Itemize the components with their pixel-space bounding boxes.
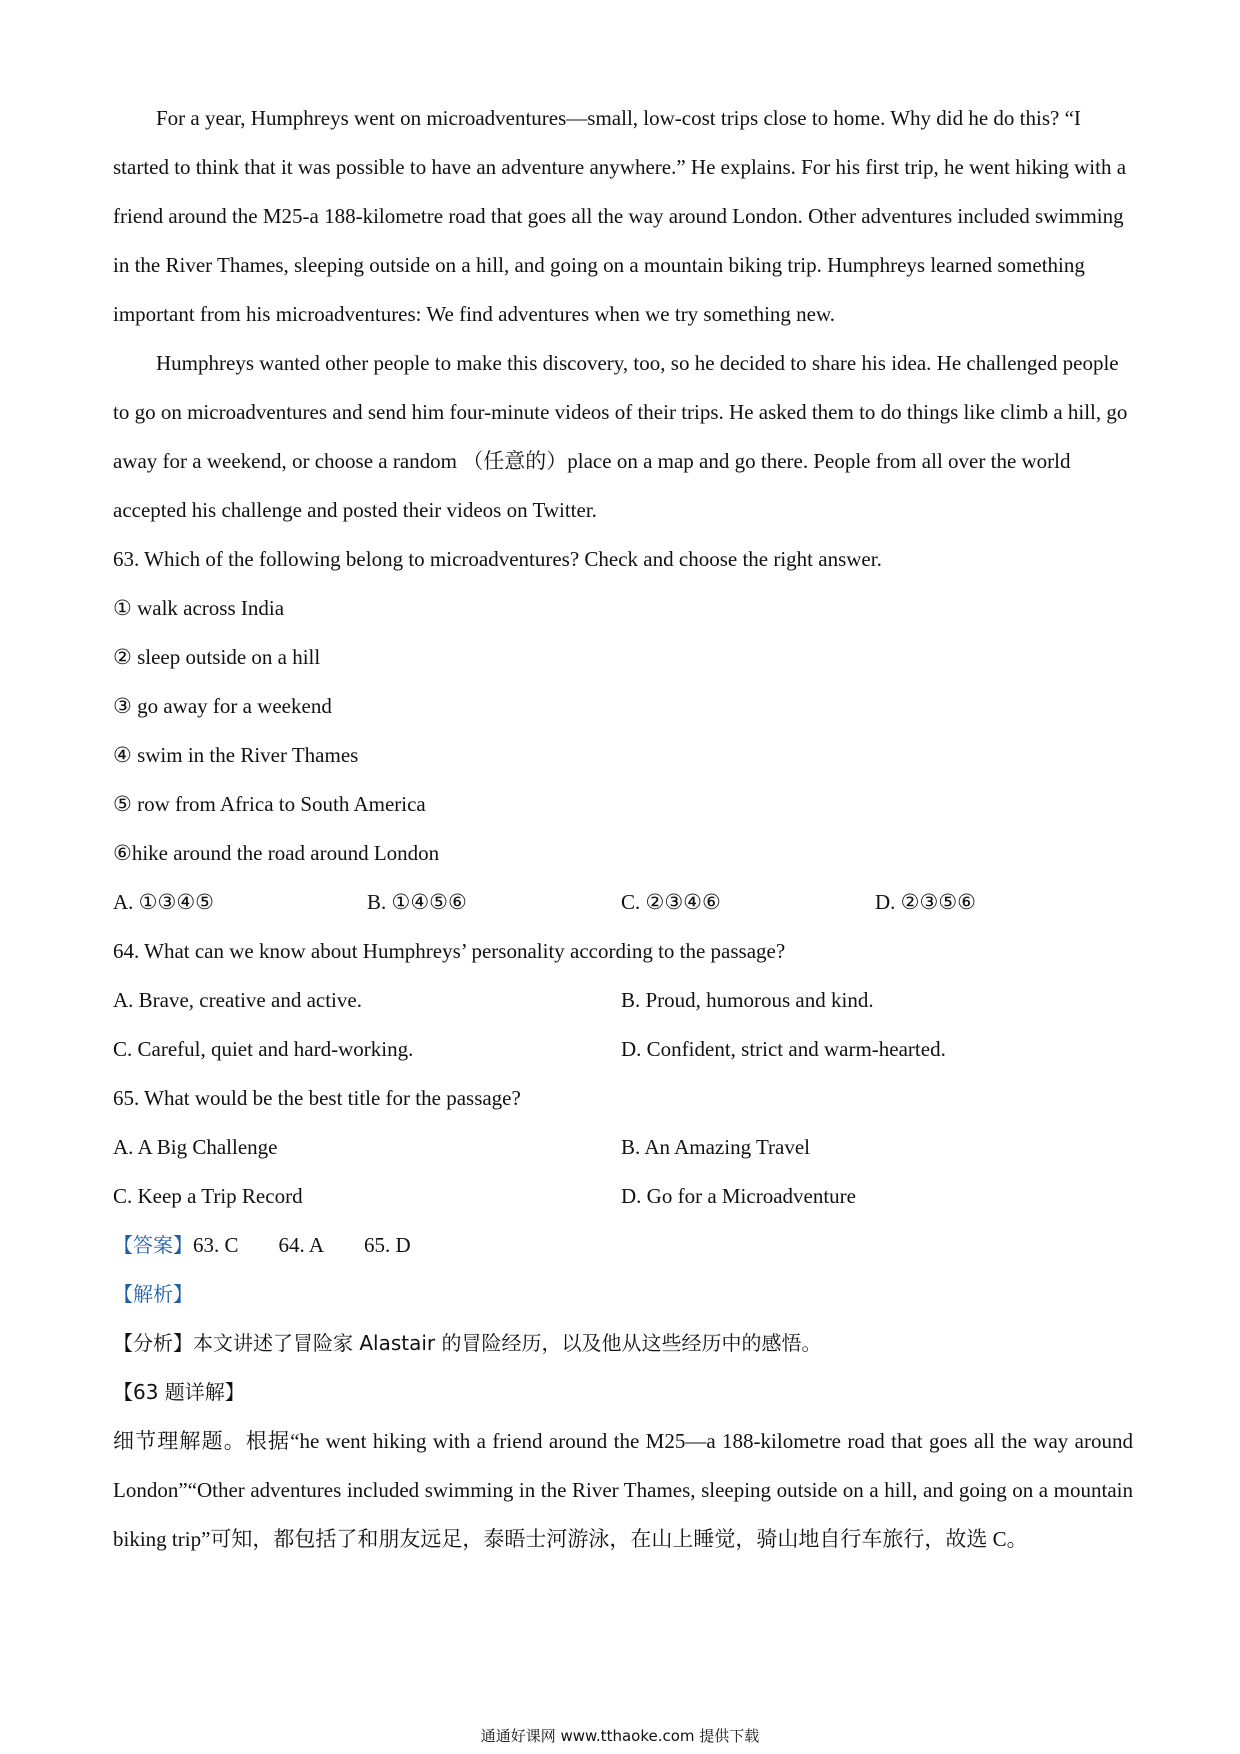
question-63-option-d: D. ②③⑤⑥ — [875, 890, 976, 914]
question-65-options-row-1 — [113, 1123, 1133, 1172]
question-65-option-d: D. Go for a Microadventure — [621, 1184, 856, 1208]
analysis-text: 本文讲述了冒险家 Alastair 的冒险经历，以及他从这些经历中的感悟。 — [193, 1331, 822, 1355]
question-63-item-4: ④ swim in the River Thames — [113, 743, 359, 767]
question-63-item-1: ① walk across India — [113, 596, 285, 620]
question-64-option-c: C. Careful, quiet and hard-working. — [113, 1037, 414, 1061]
question-63-item-3: ③ go away for a weekend — [113, 694, 332, 718]
answer-63: 63. C — [193, 1233, 239, 1257]
question-63-item-6: ⑥hike around the road around London — [113, 841, 440, 865]
question-63-options — [113, 878, 1133, 927]
question-63-item-2: ② sleep outside on a hill — [113, 645, 321, 669]
answer-64: 64. A — [278, 1233, 325, 1257]
question-63-option-a: A. ①③④⑤ — [113, 890, 214, 914]
q63-detail-label: 【63 题详解】 — [113, 1380, 245, 1404]
question-63-item-5: ⑤ row from Africa to South America — [113, 792, 426, 816]
q63-detail-text: 细节理解题。根据“he went hiking with a friend around the M25—a 188-kilometre road that goes all the way around London”“Other adventures included swimming in the River Thames, sleeping outside on a hill, and going on a mountain biking trip”可知，都包括了和朋友远足，泰晤士河游泳，在山上睡觉，骑山地自行车旅行，故选 C。 — [113, 1429, 1133, 1551]
question-64-options-row-2 — [113, 1025, 1133, 1074]
question-65-options-row-2 — [113, 1172, 1133, 1221]
question-65-option-a: A. A Big Challenge — [113, 1135, 278, 1159]
question-64-option-b: B. Proud, humorous and kind. — [621, 988, 874, 1012]
question-65-option-c: C. Keep a Trip Record — [113, 1184, 303, 1208]
answer-label: 【答案】 — [113, 1233, 193, 1257]
question-64-option-a: A. Brave, creative and active. — [113, 988, 362, 1012]
passage-paragraph-1: For a year, Humphreys went on microadventures—small, low-cost trips close to home. Why did he do this? “I started to think that it was possible to have an adventure anywhere.” He explains. For his first trip, he went hiking with a friend around the M25-a 188-kilometre road that goes all the way around London. Other adventures included swimming in the River Thames, sleeping outside on a hill, and going on a mountain biking trip. Humphreys learned something important from his microadventures: We find adventures when we try something new. — [113, 106, 1127, 326]
analysis-label: 【分析】 — [113, 1331, 193, 1355]
answer-65: 65. D — [364, 1233, 411, 1257]
page-content — [113, 94, 1133, 1564]
explanation-label: 【解析】 — [113, 1282, 193, 1306]
question-65-stem: 65. What would be the best title for the passage? — [113, 1086, 521, 1110]
question-64-options-row-1 — [113, 976, 1133, 1025]
question-65-option-b: B. An Amazing Travel — [621, 1135, 811, 1159]
analysis-line — [113, 1319, 1133, 1368]
question-63-stem: 63. Which of the following belong to microadventures? Check and choose the right answer. — [113, 547, 882, 571]
passage-paragraph-2: Humphreys wanted other people to make this discovery, too, so he decided to share his idea. He challenged people to go on microadventures and send him four-minute videos of their trips. He asked them to do things like climb a hill, go away for a weekend, or choose a random （任意的）place on a map and go there. People from all over the world accepted his challenge and posted their videos on Twitter. — [113, 351, 1128, 522]
page-footer: 通通好课网 www.tthaoke.com 提供下载 — [480, 1727, 760, 1745]
question-64-option-d: D. Confident, strict and warm-hearted. — [621, 1037, 946, 1061]
question-64-stem: 64. What can we know about Humphreys’ personality according to the passage? — [113, 939, 786, 963]
question-63-option-c: C. ②③④⑥ — [621, 890, 721, 914]
question-63-option-b: B. ①④⑤⑥ — [367, 890, 467, 914]
answer-line — [113, 1221, 1133, 1270]
